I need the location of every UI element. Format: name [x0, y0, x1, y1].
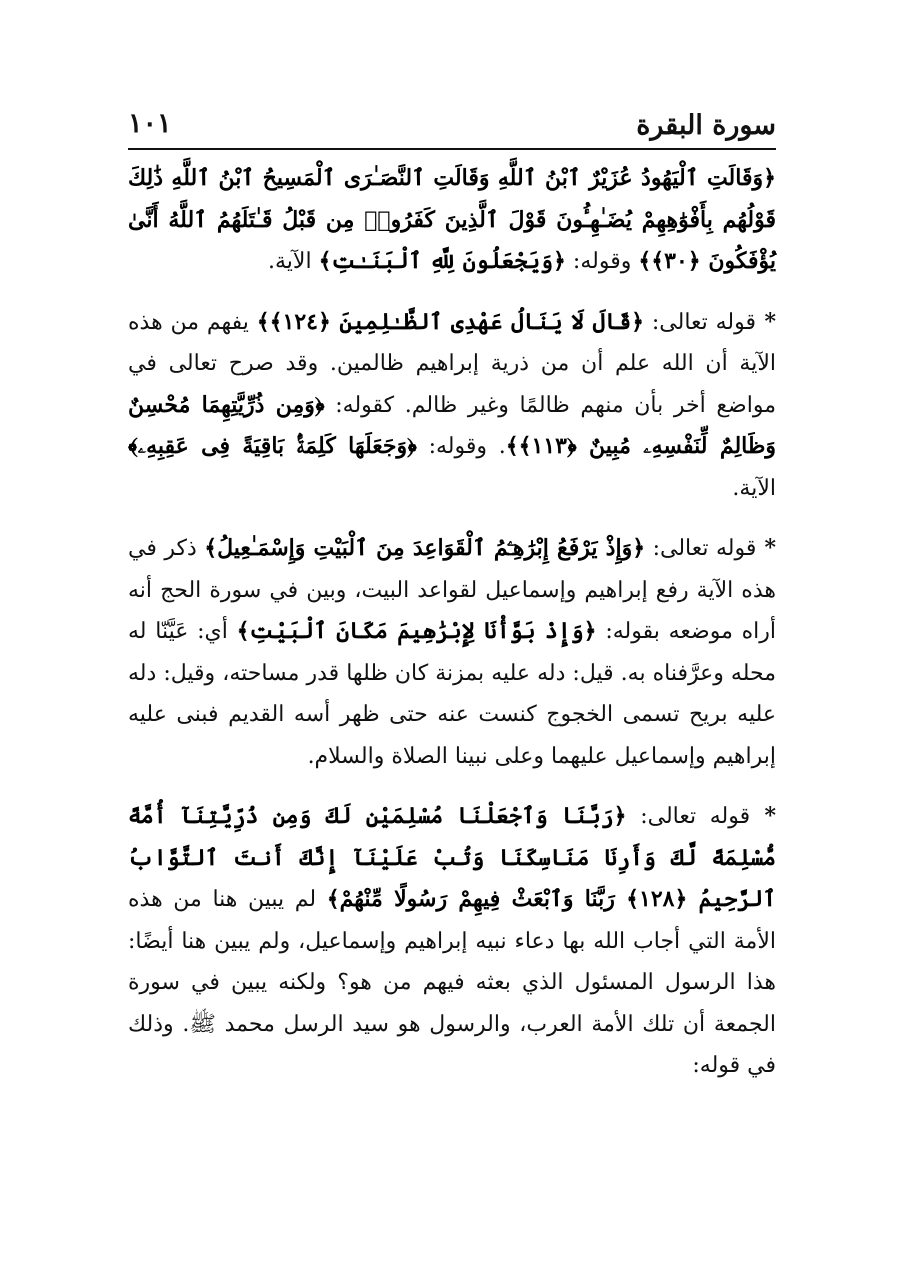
quran-verse: ﴿قَالَ لَا يَنَالُ عَهْدِى ٱلظَّـٰلِمِينَ ﴿١٢٤﴾﴾	[256, 308, 645, 335]
paragraph-3	[128, 528, 776, 777]
commentary-text: لم يبين هنا من هذه الأمة التي أجاب الله بها دعاء نبيه إبراهيم وإسماعيل، ولم يبين هنا أيضًا: هذا الرسول المسئول الذي بعثه فيهم من هو؟ ولكنه يبين في سورة الجمعة أن تلك الأمة العرب، والرسول هو سيد الرسل محمد ﷺ. وذلك في قوله:	[128, 887, 776, 1078]
commentary-text: أي: عَيَّنّا له محله وعرَّفناه به. قيل: دله عليه بمزنة كان ظلها قدر مساحته، وقيل: دله عليه بريح تسمى الخجوج كنست عنه حتى ظهر أسه القديم فبنى عليه إبراهيم وإسماعيل عليهما وعلى نبينا الصلاة والسلام.	[128, 619, 776, 769]
commentary-text: قوله تعالى:	[645, 536, 757, 561]
page-header	[128, 104, 776, 146]
quran-verse: ﴿رَبَّنَا وَٱجْعَلْنَا مُسْلِمَيْنِ لَكَ وَمِن ذُرِّيَّتِنَآ أُمَّةً مُّسْلِمَةً لَّكَ وَأَرِنَا مَنَاسِكَنَا وَتُبْ عَلَيْنَآ إِنَّكَ أَنتَ ٱلتَّوَّابُ ٱلرَّحِيمُ ﴿١٢٨﴾ رَبَّنَا وَٱبْعَثْ فِيهِمْ رَسُولًا مِّنْهُمْ﴾	[128, 803, 776, 912]
section-star-marker: *	[750, 803, 776, 829]
quran-verse: ﴿وَيَجْعَلُونَ لِلَّهِ ٱلْبَنَـٰتِ﴾	[318, 248, 566, 274]
paragraph-4	[128, 796, 776, 1087]
paragraph-2	[128, 302, 776, 510]
section-star-marker: *	[755, 308, 776, 335]
page-number: ١٠١	[128, 108, 172, 139]
commentary-text: قوله تعالى:	[626, 804, 751, 829]
commentary-text: قوله تعالى:	[644, 309, 756, 335]
header-divider	[128, 148, 776, 150]
quran-verse: ﴿وَإِذْ بَوَّأْنَا لِإِبْرَٰهِيمَ مَكَانَ ٱلْبَيْتِ﴾	[236, 618, 597, 644]
commentary-text: ذكر في هذه الآية رفع إبراهيم وإسماعيل لقواعد البيت، وبين في سورة الحج أنه أراه موضعه بقوله:	[128, 536, 776, 644]
section-star-marker: *	[756, 535, 776, 561]
tafsir-body	[128, 158, 776, 1087]
quran-verse: ﴿وَجَعَلَهَا كَلِمَةًۢ بَاقِيَةً فِى عَقِبِهِۦ﴾	[128, 433, 417, 459]
paragraph-1	[128, 158, 776, 283]
commentary-text: الآية.	[732, 475, 776, 501]
commentary-text: الآية.	[268, 249, 319, 274]
commentary-text: وقوله:	[565, 249, 639, 274]
quran-verse: ﴿وَإِذْ يَرْفَعُ إِبْرَٰهِـۧمُ ٱلْقَوَاعِدَ مِنَ ٱلْبَيْتِ وَإِسْمَـٰعِيلُ﴾	[204, 535, 646, 561]
surah-title: سورة البقرة	[636, 110, 776, 141]
commentary-text: . وقوله:	[416, 434, 506, 459]
quran-verse: ﴿وَمِن ذُرِّيَّتِهِمَا مُحْسِنٌ وَظَالِمٌ لِّنَفْسِهِۦ مُبِينٌ ﴿١١٣﴾﴾	[128, 391, 777, 459]
quran-verse: ﴿وَقَالَتِ ٱلْيَهُودُ عُزَيْرٌ ٱبْنُ ٱللَّهِ وَقَالَتِ ٱلنَّصَـٰرَى ٱلْمَسِيحُ ٱبْنُ ٱللَّهِ ذَٰلِكَ قَوْلُهُم بِأَفْوَٰهِهِمْ يُضَـٰهِـُٔونَ قَوْلَ ٱلَّذِينَ كَفَرُوا۟ مِن قَبْلُ قَـٰتَلَهُمُ ٱللَّهُ أَنَّىٰ يُؤْفَكُونَ ﴿٣٠﴾﴾	[128, 165, 776, 274]
commentary-text: يفهم من هذه الآية أن الله علم أن من ذرية إبراهيم ظالمين. وقد صرح تعالى في مواضع أخر بأن منهم ظالمًا وغير ظالم. كقوله:	[128, 309, 777, 418]
